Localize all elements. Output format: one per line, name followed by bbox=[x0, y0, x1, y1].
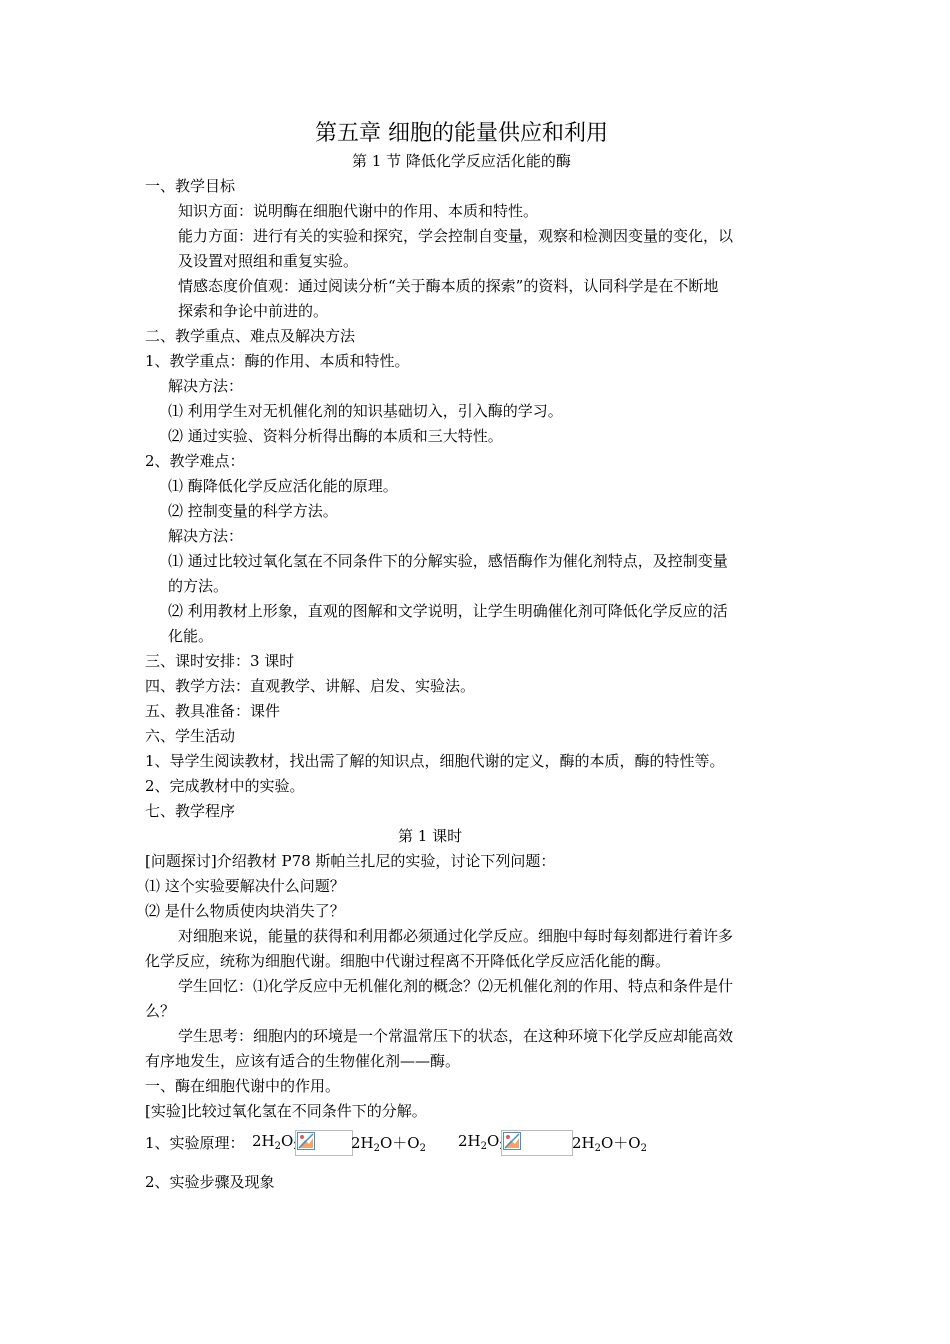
page-title: 第五章 细胞的能量供应和利用 bbox=[315, 121, 608, 146]
text-line: 对细胞来说，能量的获得和利用都必须通过化学反应。细胞中每时每刻都进行着许多 bbox=[178, 927, 734, 945]
heading-schedule: 三、课时安排：3 课时 bbox=[145, 652, 295, 670]
heading-keypoints: 二、教学重点、难点及解决方法 bbox=[145, 327, 356, 345]
text-line: 学生思考：细胞内的环境是一个常温常压下的状态，在这种环境下化学反应却能高效 bbox=[178, 1027, 734, 1045]
heading-objectives: 一、教学目标 bbox=[145, 177, 236, 195]
heading-procedure: 七、教学程序 bbox=[145, 802, 236, 820]
text-line: 2、完成教材中的实验。 bbox=[145, 777, 305, 795]
text-line: 1、导学生阅读教材，找出需了解的知识点，细胞代谢的定义，酶的本质，酶的特性等。 bbox=[145, 752, 725, 770]
products: $2H_2O+O_2$ bbox=[351, 1134, 426, 1154]
text-line: 及设置对照组和重复实验。 bbox=[178, 252, 359, 270]
text-line: ⑴ 酶降低化学反应活化能的原理。 bbox=[168, 477, 398, 495]
text-line: 学生回忆：⑴化学反应中无机催化剂的概念？⑵无机催化剂的作用、特点和条件是什 bbox=[178, 977, 734, 995]
heading-materials: 五、教具准备：课件 bbox=[145, 702, 281, 720]
text-line: ⑴ 这个实验要解决什么问题？ bbox=[145, 877, 345, 895]
text-line: 知识方面：说明酶在细胞代谢中的作用、本质和特性。 bbox=[178, 202, 539, 220]
text-line: ⑵ 利用教材上形象，直观的图解和文学说明，让学生明确催化剂可降低化学反应的活 bbox=[168, 602, 728, 620]
text-line: 情感态度价值观：通过阅读分析“关于酶本质的探索”的资料，认同科学是在不断地 bbox=[178, 277, 719, 295]
products: $2H_2O+O_2$ bbox=[572, 1134, 647, 1154]
text-line: 解决方法： bbox=[168, 377, 244, 395]
text-line: 2、实验步骤及现象 bbox=[145, 1173, 275, 1191]
text-line: ⑴ 利用学生对无机催化剂的知识基础切入，引入酶的学习。 bbox=[168, 402, 563, 420]
text-line: 化能。 bbox=[168, 627, 214, 645]
heading-activities: 六、学生活动 bbox=[145, 727, 236, 745]
reaction-formula bbox=[145, 1130, 845, 1152]
text-line: [实验]比较过氧化氢在不同条件下的分解。 bbox=[145, 1102, 427, 1120]
lesson-heading: 第 1 课时 bbox=[398, 827, 463, 845]
text-line: [问题探讨]介绍教材 P78 斯帕兰扎尼的实验，讨论下列问题： bbox=[145, 852, 556, 870]
formula-label: 1、实验原理： bbox=[145, 1134, 245, 1152]
text-line: 么？ bbox=[145, 1002, 176, 1020]
text-line: 一、酶在细胞代谢中的作用。 bbox=[145, 1077, 341, 1095]
broken-image-icon bbox=[295, 1130, 353, 1156]
broken-image-icon bbox=[501, 1130, 573, 1156]
text-line: ⑴ 通过比较过氧化氢在不同条件下的分解实验，感悟酶作为催化剂特点，及控制变量 bbox=[168, 552, 728, 570]
section-subtitle: 第 1 节 降低化学反应活化能的酶 bbox=[352, 152, 571, 170]
text-line: ⑵ 通过实验、资料分析得出酶的本质和三大特性。 bbox=[168, 427, 503, 445]
text-line: 有序地发生，应该有适合的生物催化剂——酶。 bbox=[145, 1052, 461, 1070]
text-line: 化学反应，统称为细胞代谢。细胞中代谢过程离不开降低化学反应活化能的酶。 bbox=[145, 952, 671, 970]
text-line: 能力方面：进行有关的实验和探究，学会控制自变量，观察和检测因变量的变化，以 bbox=[178, 227, 734, 245]
reactant-h2o2: $2H_2O$ bbox=[252, 1132, 294, 1152]
text-line: ⑵ 控制变量的科学方法。 bbox=[168, 502, 338, 520]
text-line: 解决方法： bbox=[168, 527, 244, 545]
text-line: ⑵ 是什么物质使肉块消失了？ bbox=[145, 902, 345, 920]
text-line: 1、教学重点：酶的作用、本质和特性。 bbox=[145, 352, 410, 370]
reactant-h2o2: $2H_2O$ bbox=[458, 1132, 500, 1152]
heading-methods: 四、教学方法：直观教学、讲解、启发、实验法。 bbox=[145, 677, 476, 695]
text-line: 的方法。 bbox=[168, 577, 229, 595]
text-line: 探索和争论中前进的。 bbox=[178, 302, 329, 320]
text-line: 2、教学难点： bbox=[145, 452, 245, 470]
